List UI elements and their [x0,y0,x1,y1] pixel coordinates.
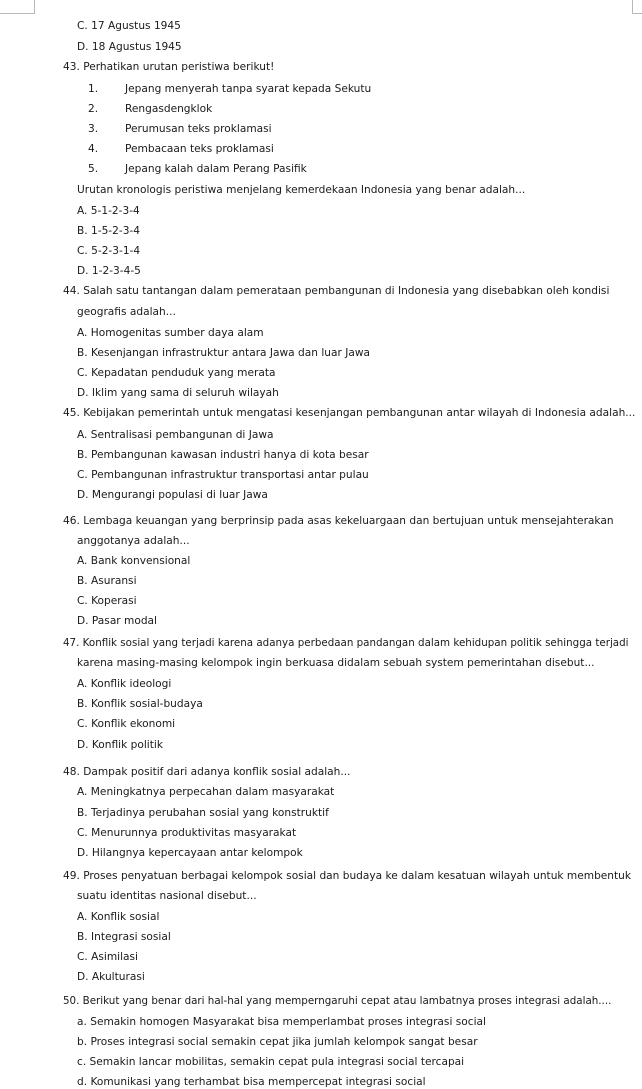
q46-question-line1: 46. Lembaga keuangan yang berprinsip pada asas kekeluargaan dan bertujuan untuk mensejahterakan [63,515,614,527]
q43-question: 43. Perhatikan urutan peristiwa berikut! [63,61,275,73]
q48-option-b: B. Terjadinya perubahan sosial yang konstruktif [77,807,329,819]
q43-list-item: Rengasdengklok [125,103,213,115]
q49-option-c: C. Asimilasi [77,951,139,963]
q49-question-line2: suatu identitas nasional disebut... [77,890,257,902]
q45-option-c: C. Pembangunan infrastruktur transportasi antar pulau [77,469,369,481]
q43-list-number: 3. [88,123,99,135]
q42-option-d: D. 18 Agustus 1945 [77,41,182,53]
q43-list-item: Jepang kalah dalam Perang Pasifik [125,163,307,175]
q47-option-d: D. Konflik politik [77,739,163,751]
q48-option-d: D. Hilangnya kepercayaan antar kelompok [77,847,303,859]
margin-corner-left [0,0,35,14]
q44-option-d: D. Iklim yang sama di seluruh wilayah [77,387,279,399]
q43-list-number: 5. [88,163,99,175]
q44-question-line1: 44. Salah satu tantangan dalam pemerataan pembangunan di Indonesia yang disebabkan oleh kondisi [63,285,610,297]
q44-option-b: B. Kesenjangan infrastruktur antara Jawa dan luar Jawa [77,347,370,359]
q47-question-line2: karena masing-masing kelompok ingin berkuasa didalam sebuah system pemerintahan disebut... [77,657,595,669]
q43-list-item: Jepang menyerah tanpa syarat kepada Sekutu [125,83,372,95]
q49-option-a: A. Konflik sosial [77,911,160,923]
q48-question: 48. Dampak positif dari adanya konflik sosial adalah... [63,766,351,778]
q45-option-a: A. Sentralisasi pembangunan di Jawa [77,429,274,441]
q47-option-b: B. Konflik sosial-budaya [77,698,203,710]
q46-option-a: A. Bank konvensional [77,555,191,567]
q50-question: 50. Berikut yang benar dari hal-hal yang memperngaruhi cepat atau lambatnya proses integrasi adalah.... [63,995,612,1007]
q50-option-c: c. Semakin lancar mobilitas, semakin cepat pula integrasi social tercapai [77,1056,465,1068]
q45-option-b: B. Pembangunan kawasan industri hanya di kota besar [77,449,369,461]
q44-option-a: A. Homogenitas sumber daya alam [77,327,264,339]
q47-option-c: C. Konflik ekonomi [77,718,176,730]
q50-option-d: d. Komunikasi yang terhambat bisa mempercepat integrasi social [77,1076,426,1088]
q48-option-c: C. Menurunnya produktivitas masyarakat [77,827,297,839]
q43-option-c: C. 5-2-3-1-4 [77,245,141,257]
q46-option-b: B. Asuransi [77,575,137,587]
q45-option-d: D. Mengurangi populasi di luar Jawa [77,489,268,501]
q43-list-item: Pembacaan teks proklamasi [125,143,274,155]
q43-option-d: D. 1-2-3-4-5 [77,265,141,277]
q43-list-item: Perumusan teks proklamasi [125,123,272,135]
q47-option-a: A. Konflik ideologi [77,678,172,690]
q45-question: 45. Kebijakan pemerintah untuk mengatasi kesenjangan pembangunan antar wilayah di Indonesia adalah... [63,407,636,419]
q49-option-b: B. Integrasi sosial [77,931,171,943]
q43-option-a: A. 5-1-2-3-4 [77,205,140,217]
q50-option-a: a. Semakin homogen Masyarakat bisa memperlambat proses integrasi social [77,1016,486,1028]
q43-list-number: 1. [88,83,99,95]
q47-question-line1: 47. Konflik sosial yang terjadi karena adanya perbedaan pandangan dalam kehidupan politik sehingga terjadi [63,637,629,649]
q46-option-c: C. Koperasi [77,595,137,607]
q44-question-line2: geografis adalah... [77,306,176,318]
q49-option-d: D. Akulturasi [77,971,145,983]
q43-list-number: 2. [88,103,99,115]
q43-option-b: B. 1-5-2-3-4 [77,225,140,237]
q46-option-d: D. Pasar modal [77,615,157,627]
q46-question-line2: anggotanya adalah... [77,535,190,547]
q44-option-c: C. Kepadatan penduduk yang merata [77,367,276,379]
q43-prompt: Urutan kronologis peristiwa menjelang kemerdekaan Indonesia yang benar adalah... [77,184,526,196]
q43-list-number: 4. [88,143,99,155]
q42-option-c: C. 17 Agustus 1945 [77,20,181,32]
q50-option-b: b. Proses integrasi social semakin cepat jika jumlah kelompok sangat besar [77,1036,478,1048]
q48-option-a: A. Meningkatnya perpecahan dalam masyarakat [77,786,335,798]
q49-question-line1: 49. Proses penyatuan berbagai kelompok sosial dan budaya ke dalam kesatuan wilayah untuk membentuk [63,870,632,882]
margin-corner-right [632,0,642,14]
